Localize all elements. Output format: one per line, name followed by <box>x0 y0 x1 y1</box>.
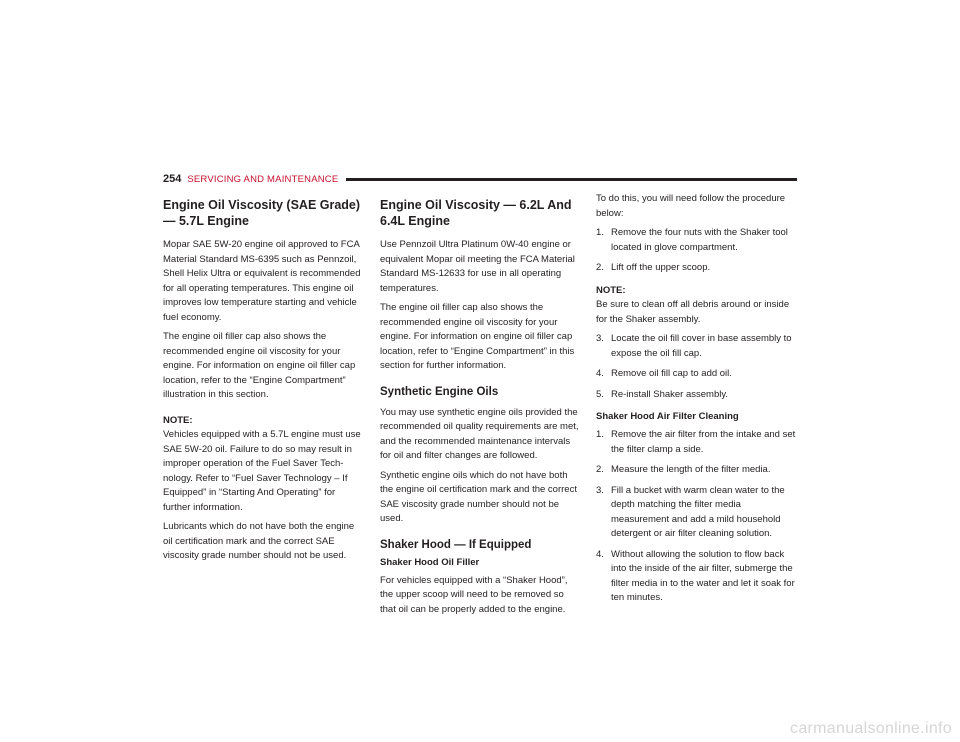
paragraph: Use Pennzoil Ultra Platinum 0W-40 engine or equivalent Mopar oil meeting the FCA Material Standard MS-12633 for use in all operating temperatures. <box>380 239 575 294</box>
step-text: Measure the length of the filter media. <box>611 464 771 475</box>
page-header <box>163 171 797 187</box>
watermark: carmanualsonline.info <box>790 720 952 737</box>
paragraph: For vehicles equipped with a “Shaker Hood”, the upper scoop will need to be removed so that oil can be properly added to the engine. <box>380 574 568 615</box>
subheading-air-filter-cleaning: Shaker Hood Air Filter Cleaning <box>596 411 739 422</box>
page-number: 254 <box>163 173 182 185</box>
step-number: 4. <box>596 548 604 560</box>
list-item <box>596 428 796 457</box>
paragraph: Mopar SAE 5W-20 engine oil approved to FCA Material Standard MS-6395 such as Pennzoil, Shell Helix Ultra or equivalent is recommended for all operating temperatures. This engine oil improves low temperature starting and vehicle fuel economy. <box>163 239 361 323</box>
note-label: NOTE: <box>596 284 626 296</box>
list-item <box>596 548 796 606</box>
list-item <box>596 463 796 478</box>
paragraph: The engine oil filler cap also shows the recommended engine oil viscosity for your engine. For information on engine oil filler cap location, refer to the “Engine Compartment” illustration in this section. <box>163 331 356 400</box>
section-title: SERVICING AND MAINTENANCE <box>187 173 339 185</box>
column-3 <box>596 192 796 612</box>
step-text: Without allowing the solution to flow back into the inside of the air filter, submerge the filter media in to the water and let it soak for ten minutes. <box>611 548 795 603</box>
step-number: 1. <box>596 429 604 440</box>
step-text: Locate the oil fill cover in base assembly to expose the oil fill cap. <box>611 333 792 359</box>
column-2 <box>380 197 580 622</box>
step-text: Fill a bucket with warm clean water to the depth matching the filter media measurement and add a mild household detergent or air filter cleaning solution. <box>611 484 785 539</box>
heading-viscosity-6-2l: Engine Oil Viscosity — 6.2L And 6.4L Engine <box>380 198 572 228</box>
paragraph: Synthetic engine oils which do not have both the engine oil certification mark and the correct SAE viscosity grade number should not be used. <box>380 469 577 524</box>
note-body: Vehicles equipped with a 5.7L engine must use SAE 5W-20 oil. Failure to do so may result in improper operation of the Fuel Saver Tech-nology. Refer to “Fuel Saver Technology – If Equipped” in “Starting And Operating” for further information. <box>163 429 361 513</box>
paragraph-intro: To do this, you will need follow the procedure below: <box>596 193 786 219</box>
step-number: 2. <box>596 262 604 273</box>
column-1 <box>163 197 363 569</box>
step-text: Remove the four nuts with the Shaker tool located in glove compartment. <box>611 227 788 253</box>
list-item <box>596 388 796 403</box>
step-number: 3. <box>596 333 604 344</box>
step-number: 2. <box>596 464 604 475</box>
list-item <box>596 226 796 255</box>
paragraph: Lubricants which do not have both the engine oil certification mark and the correct SAE viscosity grade number should not be used. <box>163 521 355 561</box>
header-rule <box>346 178 797 181</box>
step-text: Lift off the upper scoop. <box>611 262 711 273</box>
step-text: Remove oil fill cap to add oil. <box>611 368 732 379</box>
step-text: Remove the air filter from the intake and set the filter clamp a side. <box>611 429 796 455</box>
heading-shaker-hood: Shaker Hood — If Equipped <box>380 538 532 551</box>
note-label: NOTE: <box>163 414 193 426</box>
paragraph: You may use synthetic engine oils provided the recommended oil quality requirements are met, and the recommended maintenance intervals for oil and filter changes are followed. <box>380 406 579 461</box>
subheading-oil-filler: Shaker Hood Oil Filler <box>380 556 480 568</box>
heading-viscosity-5-7l: Engine Oil Viscosity (SAE Grade) — 5.7L Engine <box>163 198 361 228</box>
steps-list-c <box>596 428 796 606</box>
list-item <box>596 367 796 382</box>
step-number: 1. <box>596 227 604 238</box>
steps-list-b <box>596 332 796 402</box>
step-number: 4. <box>596 368 604 379</box>
list-item <box>596 261 796 276</box>
paragraph: The engine oil filler cap also shows the recommended engine oil viscosity for your engine. For information on engine oil filler cap location, refer to “Engine Compartment” in this section for further information. <box>380 302 575 371</box>
note-body: Be sure to clean off all debris around or inside for the Shaker assembly. <box>596 299 790 325</box>
step-number: 3. <box>596 484 604 496</box>
heading-synthetic-oils: Synthetic Engine Oils <box>380 385 499 398</box>
step-number: 5. <box>596 388 604 400</box>
list-item <box>596 332 796 361</box>
steps-list-a <box>596 226 796 276</box>
list-item <box>596 484 796 542</box>
step-text: Re-install Shaker assembly. <box>611 388 729 400</box>
